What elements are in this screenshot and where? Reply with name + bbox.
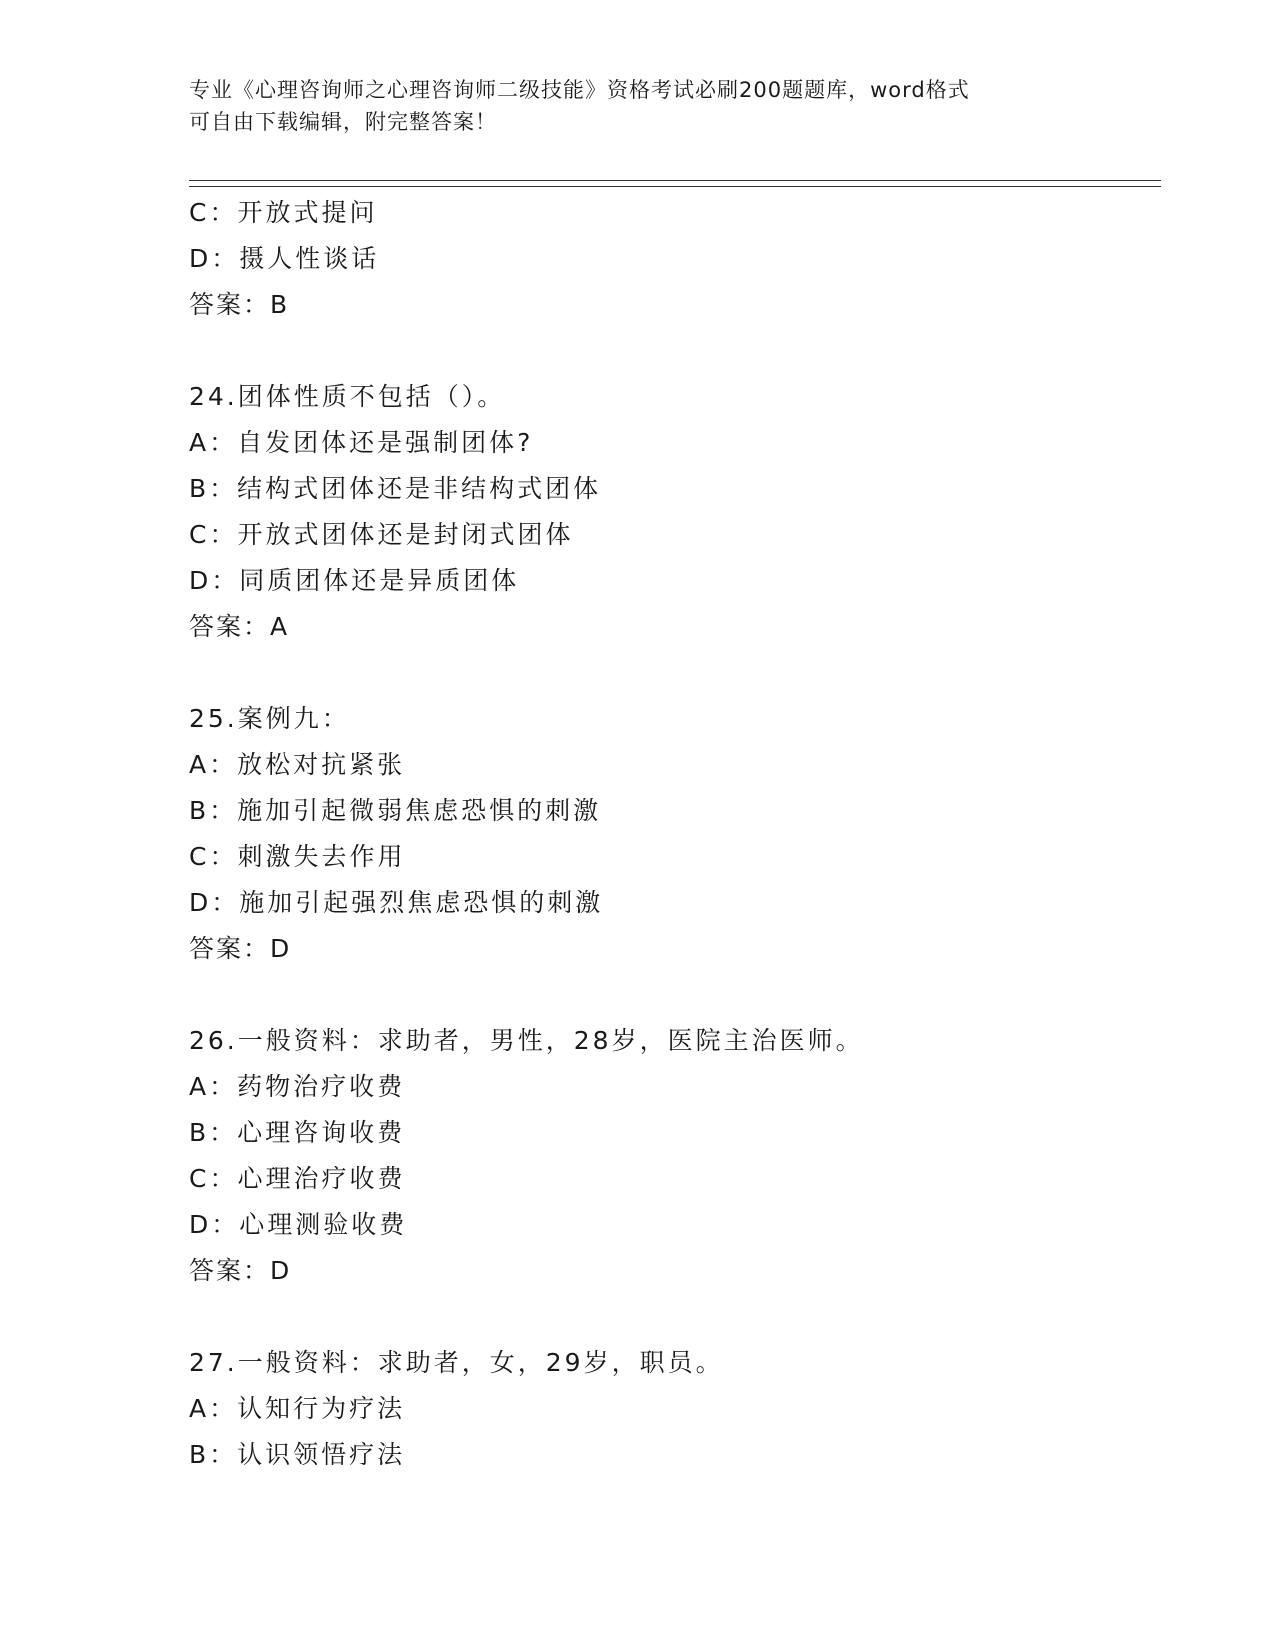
header-line-1: 专业《心理咨询师之心理咨询师二级技能》资格考试必刷200题题库，word格式 bbox=[189, 78, 970, 102]
option-a: A：药物治疗收费 bbox=[189, 1072, 406, 1101]
option-d: D：心理测验收费 bbox=[189, 1210, 408, 1239]
option-d: D：同质团体还是异质团体 bbox=[189, 566, 520, 595]
question-stem: 25.案例九： bbox=[189, 704, 350, 733]
header-divider-top bbox=[189, 180, 1161, 181]
option-b: B：施加引起微弱焦虑恐惧的刺激 bbox=[189, 796, 602, 825]
partial-question bbox=[189, 190, 1161, 328]
header-divider-bottom bbox=[189, 186, 1161, 187]
option-a: A：放松对抗紧张 bbox=[189, 750, 406, 779]
question-24 bbox=[189, 374, 1161, 650]
header-line-2: 可自由下载编辑，附完整答案！ bbox=[189, 110, 497, 134]
document-header bbox=[189, 74, 1089, 138]
option-b: B：认识领悟疗法 bbox=[189, 1440, 406, 1469]
question-stem: 27.一般资料：求助者，女，29岁，职员。 bbox=[189, 1348, 724, 1377]
option-a: A：自发团体还是强制团体? bbox=[189, 428, 534, 457]
question-stem: 26.一般资料：求助者，男性，28岁，医院主治医师。 bbox=[189, 1026, 864, 1055]
option-d: D：施加引起强烈焦虑恐惧的刺激 bbox=[189, 888, 604, 917]
answer-line: 答案：D bbox=[189, 934, 292, 963]
answer-line: 答案：A bbox=[189, 612, 290, 641]
option-c: C：开放式提问 bbox=[189, 198, 378, 227]
question-27 bbox=[189, 1340, 1161, 1478]
question-25 bbox=[189, 696, 1161, 972]
answer-line: 答案：B bbox=[189, 290, 290, 319]
option-c: C：开放式团体还是封闭式团体 bbox=[189, 520, 574, 549]
option-b: B：结构式团体还是非结构式团体 bbox=[189, 474, 602, 503]
option-c: C：刺激失去作用 bbox=[189, 842, 406, 871]
option-b: B：心理咨询收费 bbox=[189, 1118, 406, 1147]
answer-line: 答案：D bbox=[189, 1256, 292, 1285]
option-c: C：心理治疗收费 bbox=[189, 1164, 406, 1193]
question-stem: 24.团体性质不包括（）。 bbox=[189, 382, 506, 411]
option-d: D：摄人性谈话 bbox=[189, 244, 380, 273]
question-list bbox=[189, 190, 1161, 1478]
question-26 bbox=[189, 1018, 1161, 1294]
option-a: A：认知行为疗法 bbox=[189, 1394, 406, 1423]
